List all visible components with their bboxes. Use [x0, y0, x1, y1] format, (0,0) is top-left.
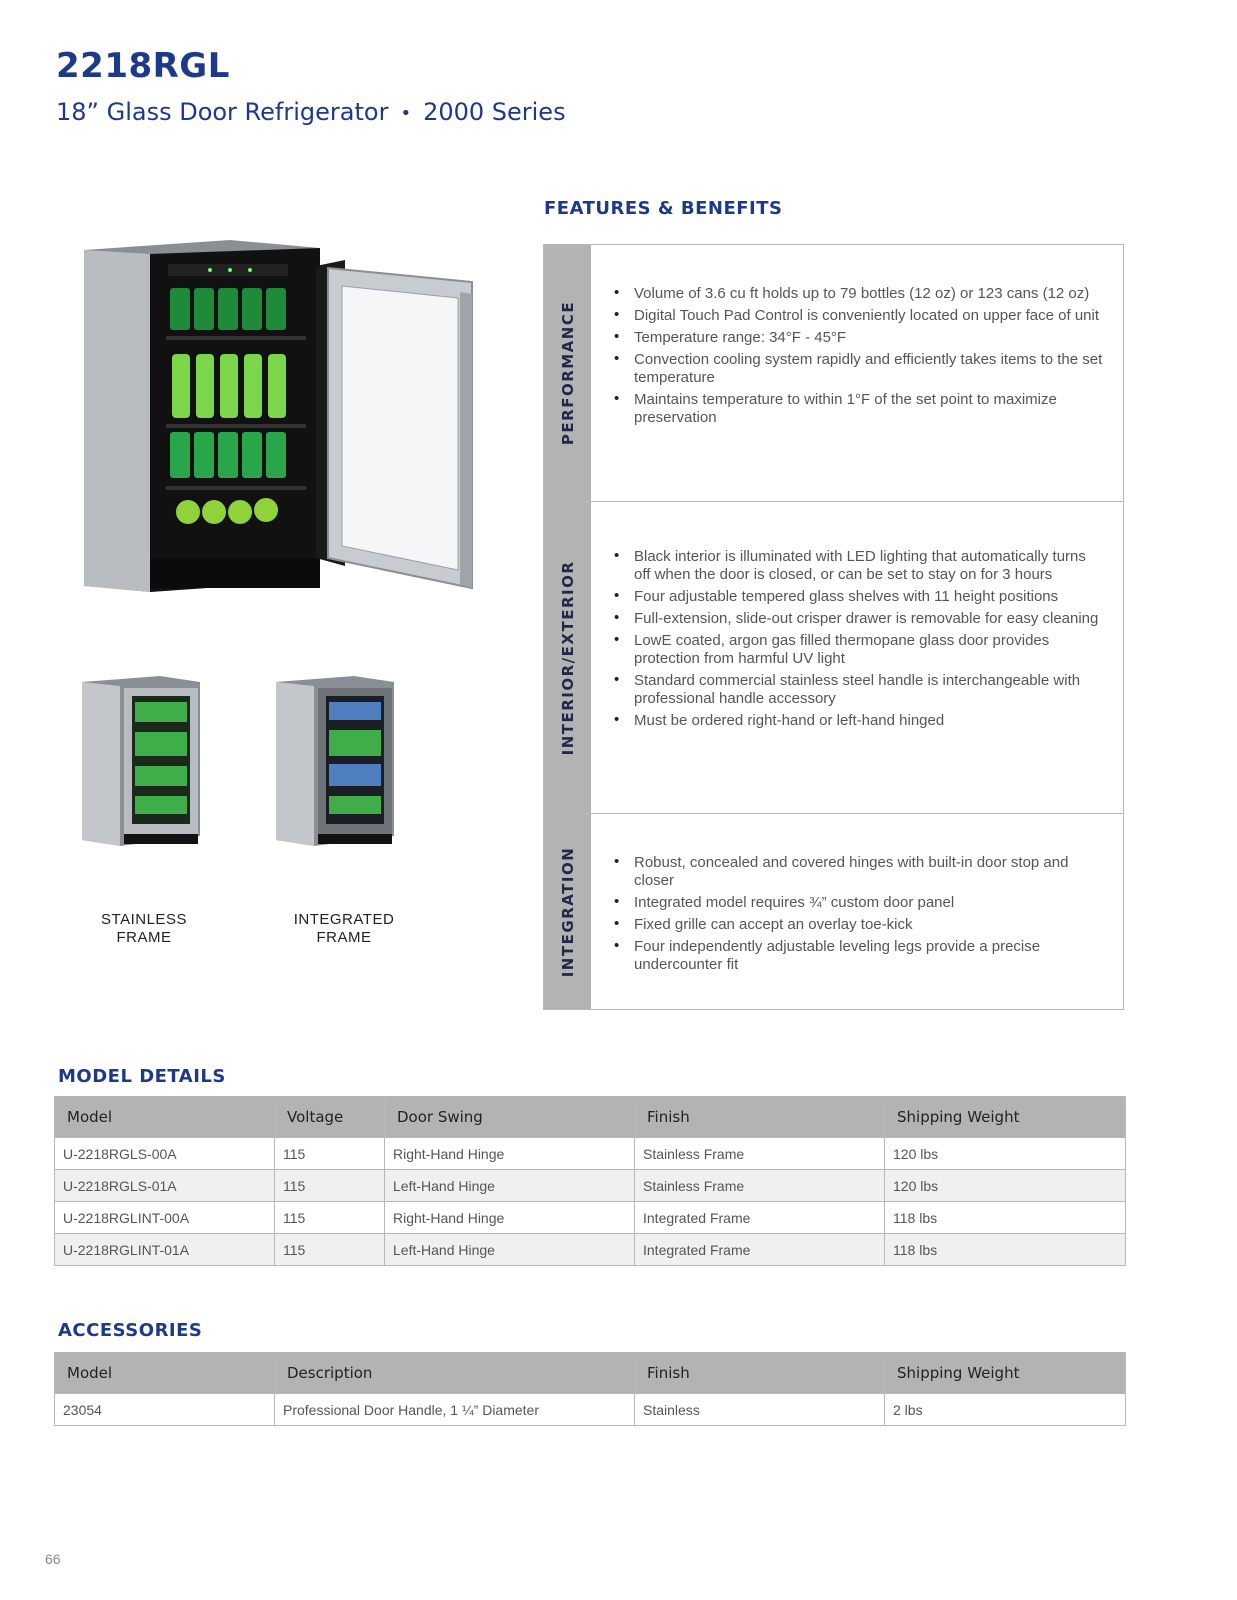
column-header: Voltage: [275, 1097, 385, 1138]
section-tab-label: INTEGRATION: [558, 846, 577, 977]
features-box: [543, 244, 1124, 1010]
feature-item: • Temperature range: 34°F - 45°F: [614, 329, 1105, 347]
feature-item: • Convection cooling system rapidly and efficiently takes items to the set temperature: [614, 351, 1105, 387]
accessories-table: [54, 1352, 1126, 1426]
feature-item: • Fixed grille can accept an overlay toe-kick: [614, 916, 1105, 934]
model-details-table: [54, 1096, 1126, 1266]
table-cell: U-2218RGLINT-01A: [55, 1234, 275, 1266]
table-cell: 118 lbs: [885, 1202, 1126, 1234]
table-cell: 115: [275, 1202, 385, 1234]
feature-item: • Standard commercial stainless steel handle is interchangeable with professional handle accessory: [614, 672, 1105, 708]
stainless-frame-image: [80, 676, 204, 848]
table-cell: Professional Door Handle, 1 ¼” Diameter: [275, 1394, 635, 1426]
stainless-frame-caption-line-2: FRAME: [116, 929, 172, 946]
feature-item: • Four independently adjustable leveling legs provide a precise undercounter fit: [614, 938, 1105, 974]
table-cell: Stainless Frame: [635, 1138, 885, 1170]
column-header: Finish: [635, 1097, 885, 1138]
features-heading: FEATURES & BENEFITS: [544, 198, 783, 219]
table-header-row: [55, 1097, 1126, 1138]
table-cell: Left-Hand Hinge: [385, 1170, 635, 1202]
column-header: Shipping Weight: [885, 1097, 1126, 1138]
integrated-frame-caption-line-2: FRAME: [316, 929, 372, 946]
refrigerator-open-image: [80, 240, 480, 610]
section-tab: [544, 245, 591, 501]
table-row: [55, 1202, 1126, 1234]
feature-item: • LowE coated, argon gas filled thermopane glass door provides protection from harmful UV light: [614, 632, 1105, 668]
section-tab-label: PERFORMANCE: [558, 300, 577, 446]
table-cell: Right-Hand Hinge: [385, 1138, 635, 1170]
table-cell: 23054: [55, 1394, 275, 1426]
table-cell: Stainless: [635, 1394, 885, 1426]
feature-item: • Integrated model requires ¾” custom door panel: [614, 894, 1105, 912]
column-header: Finish: [635, 1353, 885, 1394]
table-row: [55, 1234, 1126, 1266]
subtitle-separator: •: [400, 102, 412, 124]
section-tab: [544, 502, 591, 813]
table-cell: 120 lbs: [885, 1138, 1126, 1170]
table-cell: Right-Hand Hinge: [385, 1202, 635, 1234]
feature-item: • Maintains temperature to within 1°F of the set point to maximize preservation: [614, 391, 1105, 427]
integrated-frame-caption: [274, 911, 414, 947]
stainless-frame-caption: [74, 911, 214, 947]
table-cell: U-2218RGLINT-00A: [55, 1202, 275, 1234]
feature-item: • Volume of 3.6 cu ft holds up to 79 bottles (12 oz) or 123 cans (12 oz): [614, 285, 1105, 303]
table-cell: U-2218RGLS-00A: [55, 1138, 275, 1170]
column-header: Description: [275, 1353, 635, 1394]
feature-item: • Robust, concealed and covered hinges with built-in door stop and closer: [614, 854, 1105, 890]
section-tab: [544, 814, 591, 1009]
feature-list: [614, 854, 1105, 978]
table-cell: 115: [275, 1234, 385, 1266]
table-cell: 120 lbs: [885, 1170, 1126, 1202]
integrated-frame-caption-line-1: INTEGRATED: [293, 911, 395, 928]
table-cell: 115: [275, 1138, 385, 1170]
table-cell: 2 lbs: [885, 1394, 1126, 1426]
table-row: [55, 1170, 1126, 1202]
column-header: Model: [55, 1097, 275, 1138]
column-header: Model: [55, 1353, 275, 1394]
table-cell: 115: [275, 1170, 385, 1202]
feature-item: • Full-extension, slide-out crisper drawer is removable for easy cleaning: [614, 610, 1105, 628]
table-cell: U-2218RGLS-01A: [55, 1170, 275, 1202]
feature-list: [614, 548, 1105, 734]
subtitle-series: 2000 Series: [423, 98, 566, 126]
section-tab-label: INTERIOR/EXTERIOR: [558, 560, 577, 755]
table-header-row: [55, 1353, 1126, 1394]
column-header: Door Swing: [385, 1097, 635, 1138]
features-section-interior-exterior: [544, 502, 1123, 814]
features-section-performance: [544, 245, 1123, 502]
table-cell: Stainless Frame: [635, 1170, 885, 1202]
feature-item: • Digital Touch Pad Control is conveniently located on upper face of unit: [614, 307, 1105, 325]
page-number: 66: [45, 1551, 61, 1567]
accessories-heading: ACCESSORIES: [58, 1320, 203, 1341]
feature-item: • Black interior is illuminated with LED lighting that automatically turns off when the door is closed, or can be set to stay on for 3 hours: [614, 548, 1105, 584]
feature-item: • Must be ordered right-hand or left-hand hinged: [614, 712, 1105, 730]
page-title: 2218RGL: [56, 46, 230, 86]
stainless-frame-caption-line-1: STAINLESS: [101, 911, 187, 928]
table-row: [55, 1138, 1126, 1170]
feature-item: • Four adjustable tempered glass shelves with 11 height positions: [614, 588, 1105, 606]
feature-list: [614, 285, 1105, 431]
model-details-heading: MODEL DETAILS: [58, 1066, 226, 1087]
table-cell: Integrated Frame: [635, 1202, 885, 1234]
table-cell: Left-Hand Hinge: [385, 1234, 635, 1266]
page-subtitle: [56, 98, 566, 126]
features-section-integration: [544, 814, 1123, 1009]
column-header: Shipping Weight: [885, 1353, 1126, 1394]
table-cell: Integrated Frame: [635, 1234, 885, 1266]
subtitle-product: 18” Glass Door Refrigerator: [56, 98, 389, 126]
table-row: [55, 1394, 1126, 1426]
integrated-frame-image: [274, 676, 398, 848]
table-cell: 118 lbs: [885, 1234, 1126, 1266]
